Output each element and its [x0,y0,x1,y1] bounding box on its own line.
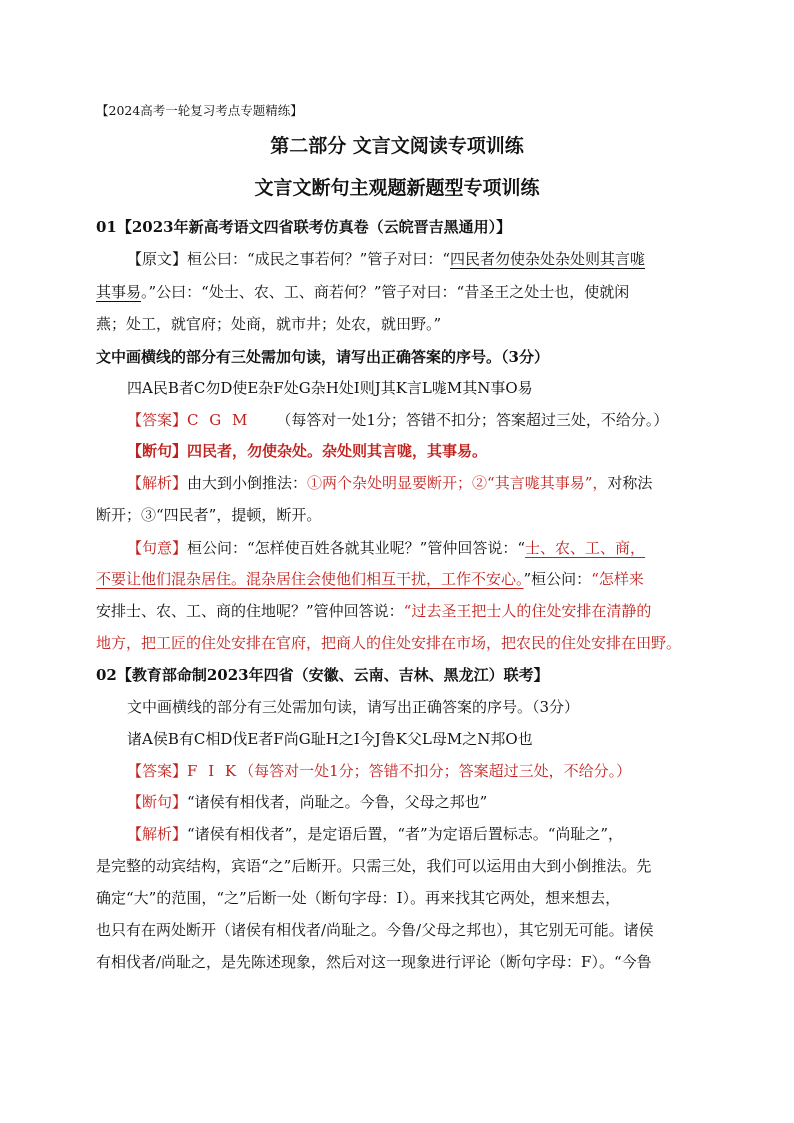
q1-original-line2 [96,281,629,303]
q1-original-text: 桓公曰：“成民之事若何？”管子对曰：“ [187,250,451,268]
q2-question: 文中画横线的部分有三处需加句读，请写出正确答案的序号。（3分） [127,698,580,716]
q1-jiexi-label: 【解析】 [127,474,188,492]
q1-underlined-passage-end: 其事易 [96,283,142,301]
q2-answer-label: 【答案】 [127,762,188,780]
q1-duanju-value: 四民者，勿使杂处。杂处则其言哤，其事易。 [187,442,488,460]
q1-original-line3: 燕；处工，就官府；处商，就市井；处农，就田野。” [96,315,442,333]
q1-original-label: 【原文】 [127,250,188,268]
q2-duanju-value: “诸侯有相伐者，尚耻之。今鲁，父母之邦也” [187,793,488,811]
q2-answer-note: （每答对一处1分；答错不扣分；答案超过三处，不给分。） [239,762,632,780]
q2-jiexi-label: 【解析】 [127,825,188,843]
q1-answer-value: C G M [187,411,251,429]
page-title: 第二部分 文言文阅读专项训练 [270,135,524,157]
q1-juyi-line1 [127,537,645,559]
q1-heading: 01【2023年新高考语文四省联考仿真卷（云皖晋吉黑通用）】 [96,218,512,236]
q1-juyi-line3 [96,600,651,622]
q1-juyi-text: 桓公问：“怎样使百姓各就其业呢？”管仲回答说：“ [187,539,526,557]
q1-duanju-line [127,440,487,462]
q1-original-continued: 。”公曰：“处士、农、工、商若何？”管子对曰：“昔圣王之处士也，使就闲 [141,283,630,301]
q1-answer-line [127,409,668,431]
q1-original-line1 [127,248,645,270]
q2-jiexi-line5: 有相伐者/尚耻之，是先陈述现象，然后对这一现象进行评论（断句字母：F）。“今鲁 [96,953,652,971]
q1-juyi-label: 【句意】 [127,539,188,557]
q1-juyi-red2: “怎样来 [591,570,644,588]
q2-jiexi-line3: 确定“大”的范围，“之”后断一处（断句字母：I）。再来找其它两处，想来想去， [96,889,621,907]
header-tag: 【2024高考一轮复习考点专题精练】 [96,103,303,118]
q1-duanju-label: 【断句】 [127,442,188,460]
q2-jiexi-line4: 也只有在两处断开（诸侯有相伐者/尚耻之。今鲁/父母之邦也），其它别无可能。诸侯 [96,921,654,939]
q1-jiexi-method: 对称法 [607,474,653,492]
q1-answer-label: 【答案】 [127,411,188,429]
q1-juyi-underlined: 士、农、工、商， [525,539,646,557]
q2-jiexi-line2: 是完整的动宾结构，宾语“之”后断开。只需三处，我们可以运用由大到小倒推法。先 [96,857,652,875]
q2-duanju-label: 【断句】 [127,793,188,811]
q1-juyi-underlined-cont: 不要让他们混杂居住。混杂居住会使他们相互干扰，工作不安心。 [96,570,524,588]
q1-question: 文中画横线的部分有三处需加句读，请写出正确答案的序号。（3分） [96,348,549,366]
q1-jiexi-points: ①两个杂处明显要断开；②“其言哤其事易”， [307,474,608,492]
q2-jiexi-text1: “诸侯有相伐者”，是定语后置，“者”为定语后置标志。“尚耻之”， [187,825,624,843]
q2-jiexi-line1 [127,823,623,845]
q1-jiexi-line1 [127,472,652,494]
q1-juyi-line2 [96,568,644,590]
q2-answer-line [127,760,631,782]
q2-options: 诸A侯B有C相D伐E者F尚G耻H之I今J鲁K父L母M之N邦O也 [127,730,533,748]
q1-juyi-text3: 安排士、农、工、商的住地呢？”管仲回答说： [96,602,404,620]
page-subtitle: 文言文断句主观题新题型专项训练 [254,177,540,199]
q1-jiexi-text: 由大到小倒推法： [187,474,308,492]
q1-juyi-red3: “过去圣王把士人的住处安排在清静的 [403,602,652,620]
q1-jiexi-line2: 断开；③“四民者”，提顿，断开。 [96,506,322,524]
q1-underlined-passage: 四民者勿使杂处杂处则其言哤 [450,250,646,268]
q2-duanju-line [127,791,487,813]
q2-heading: 02【教育部命制2023年四省（安徽、云南、吉林、黑龙江）联考】 [96,666,549,684]
q1-juyi-text2: ”桓公问： [523,570,592,588]
q1-answer-note: （每答对一处1分；答错不扣分；答案超过三处，不给分。） [276,411,669,429]
q1-juyi-line4: 地方，把工匠的住处安排在官府，把商人的住处安排在市场，把农民的住处安排在田野。 [96,634,682,652]
q1-options: 四A民B者C勿D使E杂F处G杂H处I则J其K言L哤M其N事O易 [127,379,533,397]
q2-answer-value: F I K [187,762,240,780]
